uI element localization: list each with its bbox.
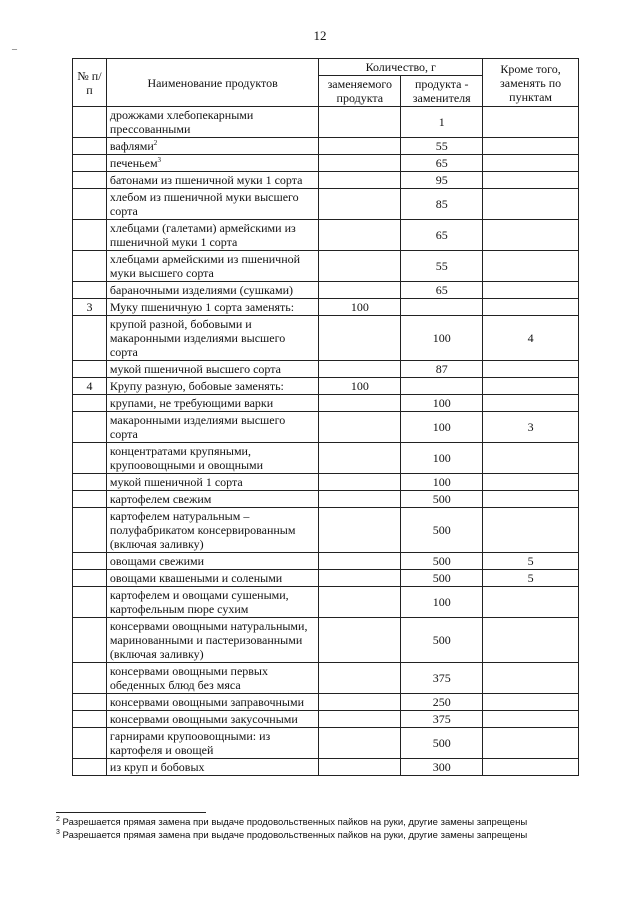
- row-number: [73, 618, 107, 663]
- extra-items-text: 4: [527, 331, 534, 345]
- extra-items-text: 5: [527, 554, 534, 568]
- table-row: [73, 711, 579, 728]
- extra-items: [483, 251, 579, 282]
- product-name-text: гарнирами крупоовощными: из картофеля и овощей: [109, 729, 271, 757]
- product-name: [106, 189, 318, 220]
- footnote-mark: 3: [56, 828, 60, 836]
- table-row: [73, 412, 579, 443]
- replacer-qty: [401, 443, 483, 474]
- replaced-qty: [319, 587, 401, 618]
- header-replacer: продукта - заменителя: [401, 76, 483, 107]
- row-number: [73, 316, 107, 361]
- replacer-qty-text: 65: [435, 283, 448, 297]
- row-number: [73, 220, 107, 251]
- extra-items: [483, 378, 579, 395]
- table-row: [73, 172, 579, 189]
- table-row: [73, 282, 579, 299]
- table-row: [73, 618, 579, 663]
- product-name: [106, 618, 318, 663]
- table-row: [73, 395, 579, 412]
- table-row: [73, 587, 579, 618]
- replacer-qty: [401, 395, 483, 412]
- product-name: [106, 251, 318, 282]
- replacer-qty: [401, 570, 483, 587]
- footnote-mark: 2: [56, 815, 60, 823]
- extra-items: [483, 570, 579, 587]
- product-name-text: дрожжами хлебопекарными прессованными: [109, 108, 254, 136]
- replacer-qty-text: 500: [432, 554, 451, 568]
- header-name: Наименование продуктов: [106, 59, 318, 107]
- replaced-qty: [319, 138, 401, 155]
- row-number: [73, 189, 107, 220]
- extra-items: [483, 412, 579, 443]
- extra-items: [483, 587, 579, 618]
- replaced-qty: [319, 299, 401, 316]
- table-row: [73, 553, 579, 570]
- replacer-qty: [401, 299, 483, 316]
- replacer-qty-text: 375: [432, 712, 451, 726]
- product-name-text: хлебцами (галетами) армейскими из пшеничной муки 1 сорта: [109, 221, 296, 249]
- replaced-qty: [319, 508, 401, 553]
- replacer-qty: [401, 220, 483, 251]
- replaced-qty: [319, 474, 401, 491]
- extra-items: [483, 711, 579, 728]
- extra-items: [483, 694, 579, 711]
- extra-items: [483, 361, 579, 378]
- extra-items: [483, 107, 579, 138]
- row-number: [73, 282, 107, 299]
- replaced-qty: [319, 759, 401, 776]
- row-number: [73, 587, 107, 618]
- replaced-qty: [319, 316, 401, 361]
- row-number: [73, 508, 107, 553]
- replacer-qty: [401, 759, 483, 776]
- product-name-text: картофелем натуральным – полуфабрикатом консервированным (включая заливку): [109, 509, 296, 551]
- extra-items: [483, 316, 579, 361]
- replaced-qty: [319, 694, 401, 711]
- replaced-qty: [319, 172, 401, 189]
- product-name: [106, 361, 318, 378]
- replaced-qty: [319, 220, 401, 251]
- row-number: [73, 412, 107, 443]
- table-row: [73, 663, 579, 694]
- replacer-qty-text: 1: [438, 115, 445, 129]
- replaced-qty: [319, 189, 401, 220]
- extra-items: [483, 395, 579, 412]
- replacer-qty-text: 65: [435, 156, 448, 170]
- extra-items: [483, 155, 579, 172]
- page-number: 12: [313, 28, 327, 43]
- table-row: [73, 378, 579, 395]
- product-name: [106, 587, 318, 618]
- table-row: [73, 107, 579, 138]
- replacer-qty: [401, 711, 483, 728]
- product-name-text: хлебом из пшеничной муки высшего сорта: [109, 190, 299, 218]
- replaced-qty: [319, 378, 401, 395]
- extra-items: [483, 728, 579, 759]
- row-number: [73, 491, 107, 508]
- replacer-qty-text: 100: [432, 331, 451, 345]
- row-number-text: 4: [86, 379, 93, 393]
- replaced-qty: [319, 361, 401, 378]
- product-name: [106, 395, 318, 412]
- row-number: [73, 107, 107, 138]
- replaced-qty-text: 100: [350, 300, 369, 314]
- product-name: [106, 694, 318, 711]
- product-name-text: мукой пшеничной высшего сорта: [109, 362, 281, 376]
- product-name: [106, 711, 318, 728]
- product-name-text: бараночными изделиями (сушками): [109, 283, 294, 297]
- extra-items: [483, 491, 579, 508]
- replacer-qty-text: 85: [435, 197, 448, 211]
- replaced-qty: [319, 553, 401, 570]
- replacer-qty: [401, 694, 483, 711]
- extra-items: [483, 663, 579, 694]
- product-name-text: консервами овощными первых обеденных блюд без мяса: [109, 664, 268, 692]
- replacer-qty-text: 100: [432, 396, 451, 410]
- extra-items: [483, 759, 579, 776]
- replacer-qty-text: 500: [432, 523, 451, 537]
- product-name-text: крупой разной, бобовыми и макаронными изделиями высшего сорта: [109, 317, 286, 359]
- product-name-text: батонами из пшеничной муки 1 сорта: [109, 173, 303, 187]
- product-name: [106, 553, 318, 570]
- extra-items: [483, 553, 579, 570]
- product-name-text: картофелем и овощами сушеными, картофельным пюре сухим: [109, 588, 289, 616]
- row-number: [73, 443, 107, 474]
- replacer-qty-text: 500: [432, 492, 451, 506]
- extra-items: [483, 189, 579, 220]
- product-name-text: печеньем: [109, 156, 158, 170]
- row-number: [73, 395, 107, 412]
- row-number: [73, 138, 107, 155]
- replacer-qty-text: 100: [432, 595, 451, 609]
- replacer-qty: [401, 553, 483, 570]
- table-row: [73, 155, 579, 172]
- replaced-qty: [319, 251, 401, 282]
- row-number: [73, 361, 107, 378]
- extra-items: [483, 508, 579, 553]
- product-name: [106, 138, 318, 155]
- extra-items: [483, 138, 579, 155]
- row-number: [73, 251, 107, 282]
- product-name: [106, 378, 318, 395]
- table-row: [73, 220, 579, 251]
- extra-items: [483, 282, 579, 299]
- replaced-qty: [319, 412, 401, 443]
- replacer-qty-text: 375: [432, 671, 451, 685]
- table-row: [73, 316, 579, 361]
- substitution-table: [72, 58, 579, 776]
- header-quantity: Количество, г: [319, 59, 483, 76]
- extra-items: [483, 299, 579, 316]
- row-number: [73, 553, 107, 570]
- replacer-qty: [401, 107, 483, 138]
- product-name: [106, 220, 318, 251]
- table-row: [73, 443, 579, 474]
- row-number: [73, 759, 107, 776]
- replacer-qty: [401, 508, 483, 553]
- replacer-qty-text: 55: [435, 139, 448, 153]
- header-extra: Кроме того, заменять по пунктам: [483, 59, 579, 107]
- extra-items: [483, 172, 579, 189]
- replaced-qty-text: 100: [350, 379, 369, 393]
- row-number: [73, 474, 107, 491]
- replaced-qty: [319, 570, 401, 587]
- extra-items: [483, 618, 579, 663]
- replaced-qty: [319, 711, 401, 728]
- table-row: [73, 570, 579, 587]
- extra-items-text: 5: [527, 571, 534, 585]
- replaced-qty: [319, 491, 401, 508]
- replacer-qty: [401, 189, 483, 220]
- product-name: [106, 508, 318, 553]
- replacer-qty: [401, 663, 483, 694]
- extra-items: [483, 443, 579, 474]
- replacer-qty: [401, 587, 483, 618]
- header-number: № п/п: [73, 59, 107, 107]
- row-number: [73, 728, 107, 759]
- replacer-qty: [401, 412, 483, 443]
- product-name-text: картофелем свежим: [109, 492, 212, 506]
- replacer-qty-text: 250: [432, 695, 451, 709]
- replacer-qty-text: 100: [432, 420, 451, 434]
- replacer-qty-text: 100: [432, 475, 451, 489]
- product-name-text: овощами свежими: [109, 554, 205, 568]
- replacer-qty: [401, 361, 483, 378]
- replaced-qty: [319, 395, 401, 412]
- footnote-ref: 2: [153, 139, 158, 147]
- table-row: [73, 251, 579, 282]
- row-number: [73, 378, 107, 395]
- replacer-qty-text: 300: [432, 760, 451, 774]
- product-name-text: овощами квашеными и солеными: [109, 571, 283, 585]
- replacer-qty: [401, 155, 483, 172]
- product-name-text: консервами овощными заправочными: [109, 695, 304, 709]
- row-number: [73, 694, 107, 711]
- product-name: [106, 663, 318, 694]
- replacer-qty: [401, 491, 483, 508]
- replaced-qty: [319, 618, 401, 663]
- replacer-qty-text: 87: [435, 362, 448, 376]
- row-number: [73, 570, 107, 587]
- product-name: [106, 299, 318, 316]
- product-name-text: концентратами крупяными, крупоовощными и овощными: [109, 444, 264, 472]
- replacer-qty: [401, 378, 483, 395]
- extra-items: [483, 220, 579, 251]
- product-name-text: консервами овощными закусочными: [109, 712, 298, 726]
- table-row: [73, 491, 579, 508]
- product-name-text: хлебцами армейскими из пшеничной муки высшего сорта: [109, 252, 301, 280]
- header-replaced: заменяемого продукта: [319, 76, 401, 107]
- product-name: [106, 107, 318, 138]
- table-row: [73, 508, 579, 553]
- replacer-qty: [401, 251, 483, 282]
- replacer-qty: [401, 316, 483, 361]
- product-name: [106, 759, 318, 776]
- replacer-qty-text: 500: [432, 736, 451, 750]
- product-name: [106, 282, 318, 299]
- replaced-qty: [319, 443, 401, 474]
- row-number: [73, 299, 107, 316]
- replaced-qty: [319, 282, 401, 299]
- product-name-text: крупами, не требующими варки: [109, 396, 274, 410]
- footnote-ref: 3: [157, 156, 162, 164]
- replacer-qty-text: 100: [432, 451, 451, 465]
- replacer-qty-text: 500: [432, 571, 451, 585]
- replacer-qty: [401, 728, 483, 759]
- product-name: [106, 474, 318, 491]
- product-name-text: консервами овощными натуральными, маринованными и пастеризованными (включая заливку): [109, 619, 308, 661]
- product-name-text: макаронными изделиями высшего сорта: [109, 413, 286, 441]
- replacer-qty: [401, 172, 483, 189]
- row-number: [73, 155, 107, 172]
- footnotes: [56, 812, 596, 842]
- table-row: [73, 474, 579, 491]
- replacer-qty-text: 55: [435, 259, 448, 273]
- row-number: [73, 711, 107, 728]
- row-number-text: 3: [86, 300, 93, 314]
- table-row: [73, 299, 579, 316]
- replaced-qty: [319, 728, 401, 759]
- replaced-qty: [319, 663, 401, 694]
- table-row: [73, 361, 579, 378]
- product-name: [106, 172, 318, 189]
- margin-mark: –: [12, 44, 17, 55]
- replaced-qty: [319, 107, 401, 138]
- replacer-qty: [401, 138, 483, 155]
- replacer-qty-text: 95: [435, 173, 448, 187]
- footnote-2: [56, 816, 596, 829]
- footnote-text: Разрешается прямая замена при выдаче продовольственных пайков на руки, другие замены запрещены: [62, 830, 528, 841]
- replaced-qty: [319, 155, 401, 172]
- product-name: [106, 155, 318, 172]
- replacer-qty: [401, 618, 483, 663]
- product-name-text: вафлями: [109, 139, 154, 153]
- replacer-qty-text: 65: [435, 228, 448, 242]
- extra-items-text: 3: [527, 420, 534, 434]
- product-name-text: из круп и бобовых: [109, 760, 205, 774]
- product-name: [106, 570, 318, 587]
- replacer-qty: [401, 282, 483, 299]
- replacer-qty-text: 500: [432, 633, 451, 647]
- table-row: [73, 728, 579, 759]
- extra-items: [483, 474, 579, 491]
- table-row: [73, 694, 579, 711]
- row-number: [73, 172, 107, 189]
- footnote-rule: [56, 812, 206, 813]
- product-name-text: мукой пшеничной 1 сорта: [109, 475, 243, 489]
- product-name-text: Крупу разную, бобовые заменять:: [109, 379, 284, 393]
- table-row: [73, 759, 579, 776]
- row-number: [73, 663, 107, 694]
- table-row: [73, 189, 579, 220]
- product-name: [106, 412, 318, 443]
- product-name: [106, 316, 318, 361]
- product-name: [106, 491, 318, 508]
- table-body: [73, 107, 579, 776]
- table-row: [73, 138, 579, 155]
- replacer-qty: [401, 474, 483, 491]
- product-name-text: Муку пшеничную 1 сорта заменять:: [109, 300, 295, 314]
- footnote-text: Разрешается прямая замена при выдаче продовольственных пайков на руки, другие замены запрещены: [62, 817, 528, 828]
- product-name: [106, 443, 318, 474]
- product-name: [106, 728, 318, 759]
- footnote-3: [56, 829, 596, 842]
